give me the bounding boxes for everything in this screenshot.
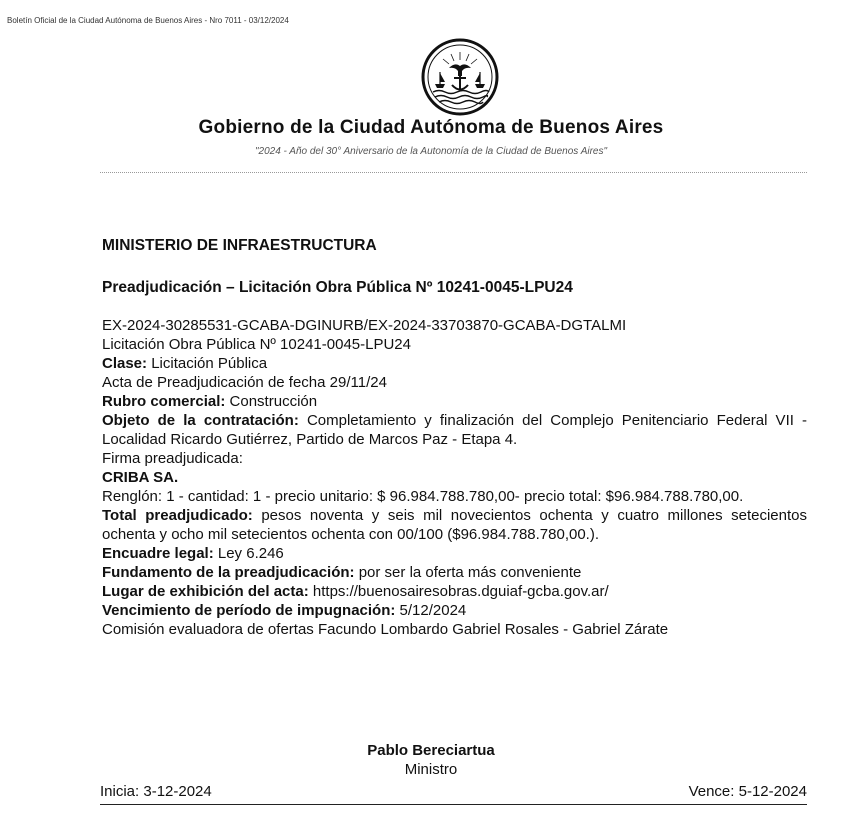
fundamento-value: por ser la oferta más conveniente bbox=[354, 564, 582, 581]
ministry-heading: MINISTERIO DE INFRAESTRUCTURA bbox=[102, 237, 377, 254]
expediente-line: EX-2024-30285531-GCABA-DGINURB/EX-2024-33703870-GCABA-DGTALMI bbox=[102, 317, 627, 334]
encuadre-line bbox=[102, 544, 807, 563]
header-divider bbox=[100, 172, 807, 173]
government-motto: "2024 - Año del 30° Aniversario de la Autonomía de la Ciudad de Buenos Aires" bbox=[254, 146, 608, 157]
fundamento-line bbox=[102, 563, 807, 582]
vencimiento-label: Vencimiento de período de impugnación: bbox=[102, 602, 396, 619]
vencimiento-value: 5/12/2024 bbox=[395, 602, 467, 619]
signatory-role: Ministro bbox=[404, 761, 458, 778]
end-date: Vence: 5-12-2024 bbox=[688, 783, 807, 800]
acta-line: Acta de Preadjudicación de fecha 29/11/24 bbox=[102, 374, 387, 391]
signatory-name: Pablo Bereciartua bbox=[367, 742, 495, 759]
fundamento-label: Fundamento de la preadjudicación: bbox=[102, 564, 355, 581]
rubro-line bbox=[102, 392, 807, 411]
renglon-line: Renglón: 1 - cantidad: 1 - precio unitario: $ 96.984.788.780,00- precio total: $96.984.788.780,00. bbox=[102, 488, 744, 505]
objeto-value: Completamiento y finalización del Complejo Penitenciario Federal VII - Localidad Ricardo Gutiérrez, Partido de Marcos Paz - Etapa 4. bbox=[102, 412, 807, 448]
firma-name bbox=[102, 468, 807, 487]
notice-body bbox=[102, 236, 807, 639]
signature-block bbox=[0, 741, 862, 779]
total-line bbox=[102, 506, 807, 544]
total-label: Total preadjudicado: bbox=[102, 507, 253, 524]
clase-label: Clase: bbox=[102, 355, 148, 372]
rubro-label: Rubro comercial: bbox=[102, 393, 226, 410]
government-title: Gobierno de la Ciudad Autónoma de Buenos Aires bbox=[198, 117, 664, 138]
publication-dates bbox=[100, 782, 807, 805]
clase-line bbox=[102, 354, 807, 373]
lugar-label: Lugar de exhibición del acta: bbox=[102, 583, 309, 600]
start-date: Inicia: 3-12-2024 bbox=[100, 783, 212, 800]
objeto-line bbox=[102, 411, 807, 449]
notice-subject: Preadjudicación – Licitación Obra Pública Nº 10241-0045-LPU24 bbox=[102, 279, 573, 296]
lugar-line bbox=[102, 582, 807, 601]
firma-label: Firma preadjudicada: bbox=[102, 450, 243, 467]
rubro-value: Construcción bbox=[225, 393, 318, 410]
licitacion-line: Licitación Obra Pública Nº 10241-0045-LPU24 bbox=[102, 336, 411, 353]
lugar-value: https://buenosairesobras.dguiaf-gcba.gov.ar/ bbox=[308, 583, 609, 600]
firma-name-text: CRIBA SA. bbox=[102, 469, 179, 486]
clase-value: Licitación Pública bbox=[147, 355, 268, 372]
encuadre-value: Ley 6.246 bbox=[213, 545, 284, 562]
objeto-label: Objeto de la contratación: bbox=[102, 412, 299, 429]
comision-line: Comisión evaluadora de ofertas Facundo Lombardo Gabriel Rosales - Gabriel Zárate bbox=[102, 621, 669, 638]
encuadre-label: Encuadre legal: bbox=[102, 545, 214, 562]
city-coat-of-arms-icon bbox=[421, 38, 499, 116]
vencimiento-line bbox=[102, 601, 807, 620]
running-header: Boletín Oficial de la Ciudad Autónoma de Buenos Aires - Nro 7011 - 03/12/2024 bbox=[7, 16, 289, 25]
total-value: pesos noventa y seis mil novecientos ochenta y cuatro millones setecientos ochenta y ocho mil setecientos ochenta con 00/100 ($96.984.788.780,00.). bbox=[102, 507, 807, 543]
